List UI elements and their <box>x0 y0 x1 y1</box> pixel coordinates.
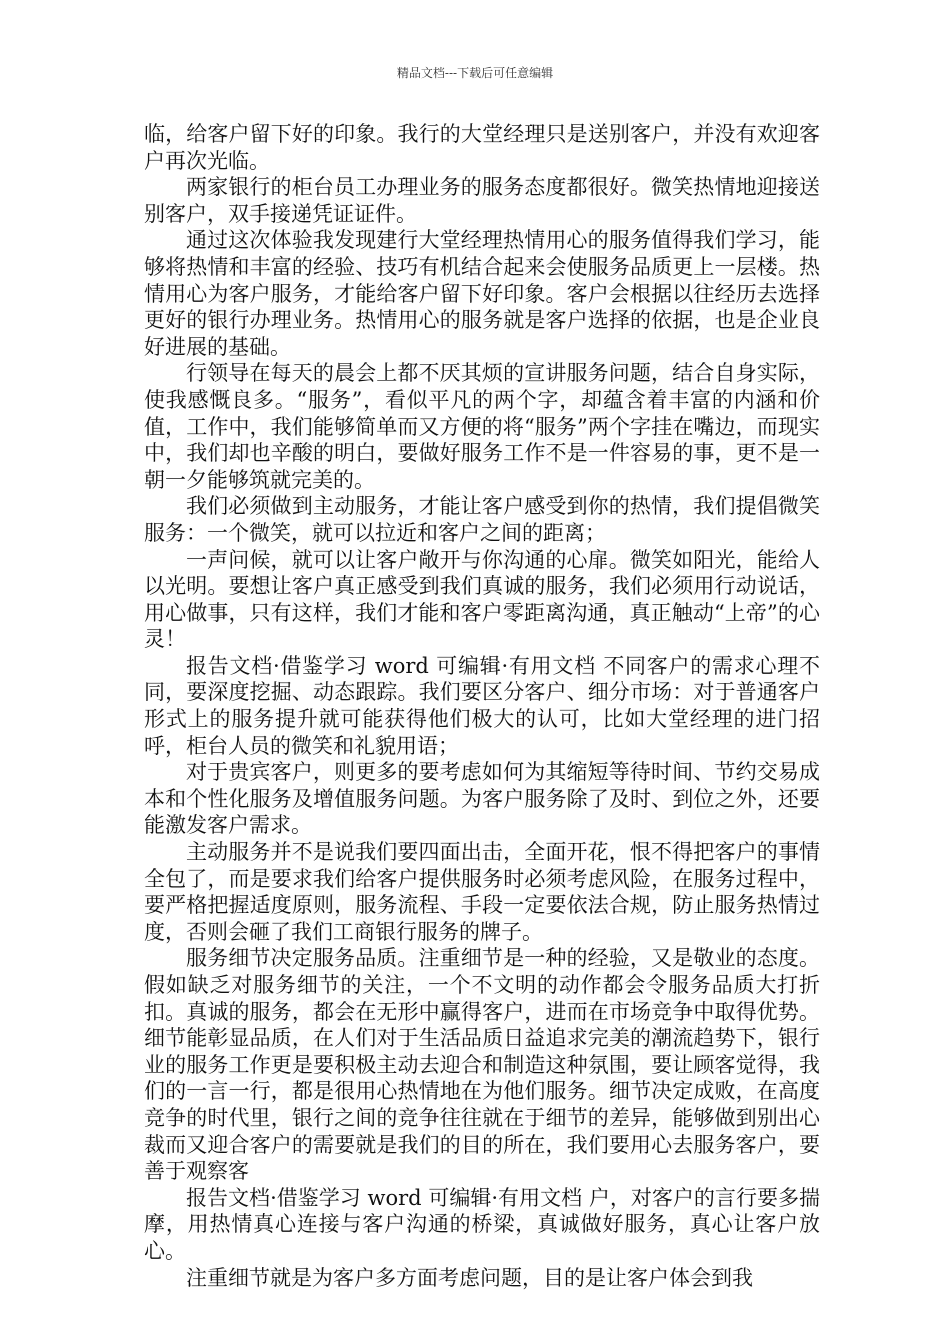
paragraph: 通过这次体验我发现建行大堂经理热情用心的服务值得我们学习，能够将热情和丰富的经验、技巧有机结合起来会使服务品质更上一层楼。热情用心为客户服务，才能给客户留下好印象。客户会根据以往经历去选择更好的银行办理业务。热情用心的服务就是客户选择的依据，也是企业良好进展的基础。 <box>144 228 820 359</box>
paragraph: 我们必须做到主动服务，才能让客户感受到你的热情，我们提倡微笑服务：一个微笑，就可以拉近和客户之间的距离； <box>144 494 820 545</box>
paragraph: 主动服务并不是说我们要四面出击，全面开花，恨不得把客户的事情全包了，而是要求我们给客户提供服务时必须考虑风险，在服务过程中，要严格把握适度原则，服务流程、手段一定要依法合规，防止服务热情过度，否则会砸了我们工商银行服务的牌子。 <box>144 840 820 944</box>
paragraph: 行领导在每天的晨会上都不厌其烦的宣讲服务问题，结合自身实际，使我感慨良多。“服务”，看似平凡的两个字，却蕴含着丰富的内涵和价值，工作中，我们能够简单而又方便的将“服务”两个字挂在嘴边，而现实中，我们却也辛酸的明白，要做好服务工作不是一件容易的事，更不是一朝一夕能够筑就完美的。 <box>144 361 820 492</box>
paragraph: 两家银行的柜台员工办理业务的服务态度都很好。微笑热情地迎接送别客户，双手接递凭证证件。 <box>144 175 820 226</box>
paragraph: 注重细节就是为客户多方面考虑问题，目的是让客户体会到我 <box>186 1265 753 1290</box>
paragraph: 一声问候，就可以让客户敞开与你沟通的心扉。微笑如阳光，能给人以光明。要想让客户真正感受到我们真诚的服务，我们必须用行动说话，用心做事，只有这样，我们才能和客户零距离沟通，真正触动“上帝”的心灵！ <box>144 547 820 652</box>
paragraph: 对于贵宾客户，则更多的要考虑如何为其缩短等待时间、节约交易成本和个性化服务及增值服务问题。为客户服务除了及时、到位之外，还要能激发客户需求。 <box>144 760 820 838</box>
page-header: 精品文档---下载后可任意编辑 <box>396 66 554 80</box>
paragraph: 服务细节决定服务品质。注重细节是一种的经验，又是敬业的态度。假如缺乏对服务细节的关注，一个不文明的动作都会令服务品质大打折扣。真诚的服务，都会在无形中赢得客户，进而在市场竞争中取得优势。细节能彰显品质，在人们对于生活品质日益追求完美的潮流趋势下，银行业的服务工作更是要积极主动去迎合和制造这种氛围，要让顾客觉得，我们的一言一行，都是很用心热情地在为他们服务。细节决定成败，在高度竞争的时代里，银行之间的竞争往往就在于细节的差异，能够做到别出心裁而又迎合客户的需要就是我们的目的所在，我们要用心去服务客户，要善于观察客 <box>144 946 820 1184</box>
paragraph: 临，给客户留下好的印象。我行的大堂经理只是送别客户，并没有欢迎客户再次光临。 <box>144 122 820 173</box>
document-body <box>144 121 820 1291</box>
paragraph: 报告文档·借鉴学习 word 可编辑·有用文档 户，对客户的言行要多揣摩，用热情真心连接与客户沟通的桥梁，真诚做好服务，真心让客户放心。 <box>144 1185 820 1263</box>
paragraph: 报告文档·借鉴学习 word 可编辑·有用文档 不同客户的需求心理不同，要深度挖掘、动态跟踪。我们要区分客户、细分市场：对于普通客户形式上的服务提升就可能获得他们极大的认可，比如大堂经理的进门招呼，柜台人员的微笑和礼貌用语； <box>144 653 820 758</box>
